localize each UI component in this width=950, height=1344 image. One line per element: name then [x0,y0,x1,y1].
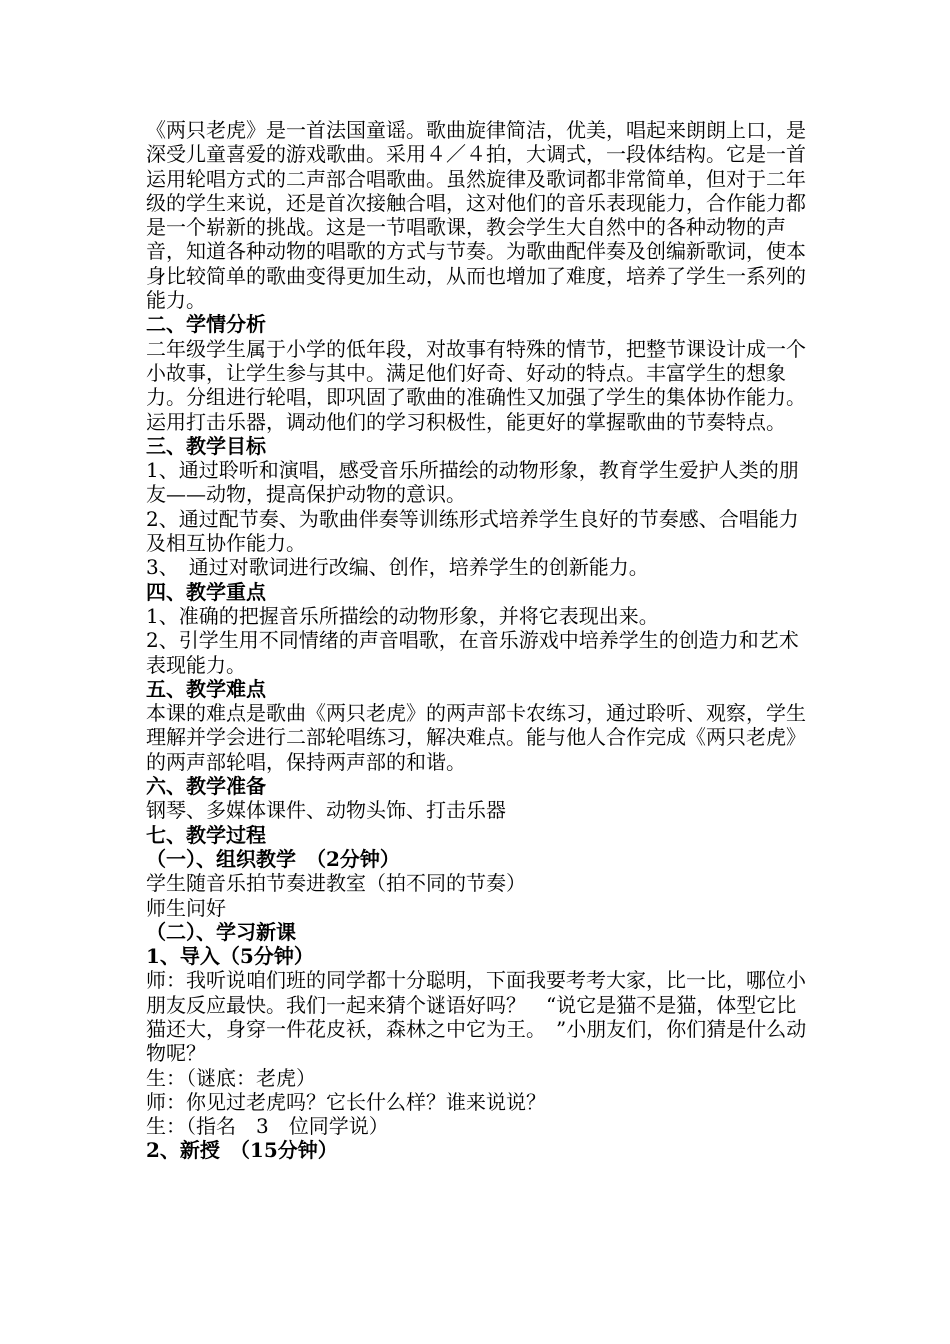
section-heading-difficulties: 五、教学难点 [146,676,266,701]
subsection-heading-new-lesson: （二）、学习新课 [146,919,296,944]
process-line: 师生问好 [146,895,226,920]
objective-item: 1、通过聆听和演唱，感受音乐所描绘的动物形象，教育学生爱护人类的朋友——动物，提高保护动物的意识。 [146,458,799,507]
step-heading-new-teaching: 2、新授 （15分钟） [146,1138,338,1163]
step-heading-intro: 1、导入（5分钟） [146,944,314,969]
key-point-item: 1、准确的把握音乐所描绘的动物形象，并将它表现出来。 [146,603,659,628]
dialogue-line: 生：（指名 3 位同学说） [146,1114,389,1139]
intro-paragraph: 《两只老虎》是一首法国童谣。歌曲旋律简洁，优美，唱起来朗朗上口，是深受儿童喜爱的游戏歌曲。采用４／４拍，大调式，一段体结构。它是一首运用轮唱方式的二声部合唱歌曲。虽然旋律及歌词都非常简单，但对于二年级的学生来说，还是首次接触合唱，这对他们的音乐表现能力，合作能力都是一个崭新的挑战。这是一节唱歌课，教会学生大自然中的各种动物的声音，知道各种动物的唱歌的方式与节奏。为歌曲配伴奏及创编新歌词，使本身比较简单的歌曲变得更加生动，从而也增加了难度，培养了学生一系列的能力。 [146,118,806,313]
objective-item: 2、通过配节奏、为歌曲伴奏等训练形式培养学生良好的节奏感、合唱能力及相互协作能力。 [146,506,799,556]
dialogue-line: 生：（谜底：老虎） [146,1065,316,1090]
learner-analysis-paragraph: 二年级学生属于小学的低年段，对故事有特殊的情节，把整节课设计成一个小故事，让学生参与其中。满足他们好奇、好动的特点。丰富学生的想象力。分组进行轮唱，即巩固了歌曲的准确性又加强了学生的集体协作能力。运用打击乐器，调动他们的学习积极性，能更好的掌握歌曲的节奏特点。 [146,336,806,434]
dialogue-line: 师：我听说咱们班的同学都十分聪明，下面我要考考大家，比一比，哪位小朋友反应最快。我们一起来猜个谜语好吗？ “说它是猫不是猫，体型它比猫还大，身穿一件花皮袄，森林之中它为王。 ”小朋友们，你们猜是什么动物呢？ [146,968,807,1066]
section-heading-key-points: 四、教学重点 [146,579,266,604]
section-heading-preparation: 六、教学准备 [146,774,266,799]
subsection-heading-organize: （一）、组织教学 （2分钟） [146,846,400,871]
section-heading-objectives: 三、教学目标 [146,433,266,458]
document-page [146,118,816,1163]
section-heading-learner-analysis: 二、学情分析 [146,312,266,337]
objective-item: 3、 通过对歌词进行改编、创作，培养学生的创新能力。 [146,555,649,580]
dialogue-line: 师：你见过老虎吗？它长什么样？谁来说说？ [146,1089,546,1114]
key-point-item: 2、引学生用不同情绪的声音唱歌，在音乐游戏中培养学生的创造力和艺术表现能力。 [146,628,799,677]
preparation-paragraph: 钢琴、多媒体课件、动物头饰、打击乐器 [146,798,506,823]
difficulties-paragraph: 本课的难点是歌曲《两只老虎》的两声部卡农练习，通过聆听、观察，学生理解并学会进行二部轮唱练习，解决难点。能与他人合作完成《两只老虎》的两声部轮唱，保持两声部的和谐。 [146,701,806,774]
section-heading-process: 七、教学过程 [146,822,266,847]
process-line: 学生随音乐拍节奏进教室（拍不同的节奏） [146,871,526,896]
